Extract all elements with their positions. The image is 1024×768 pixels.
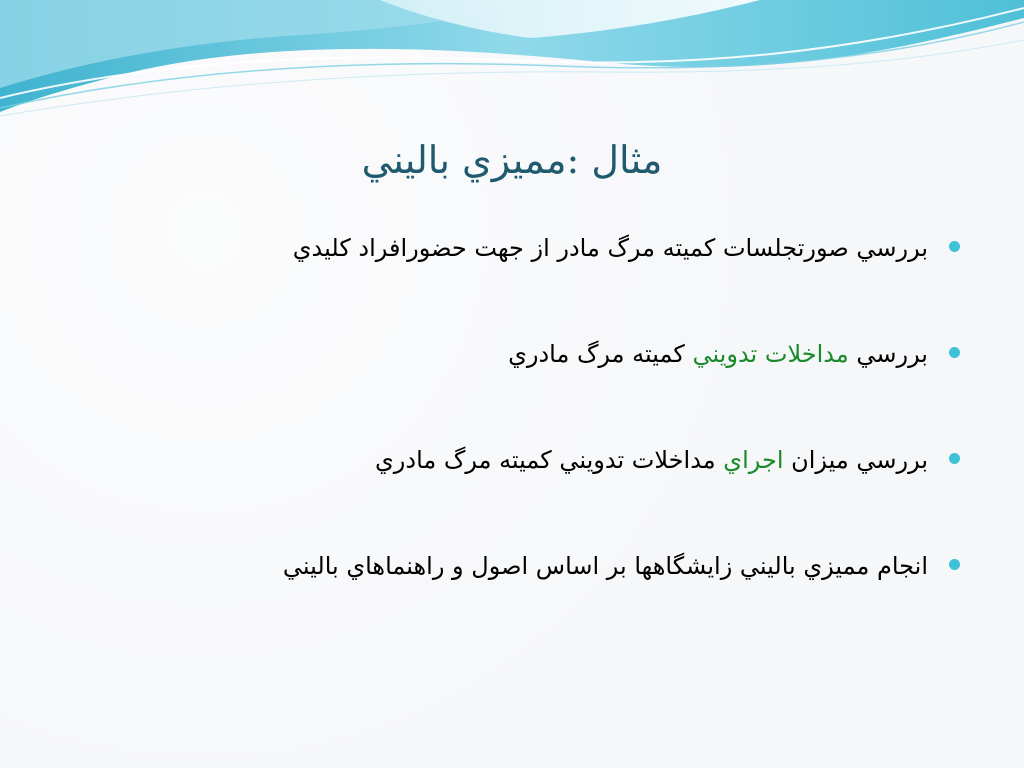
bullet-text-before: بررسي — [848, 340, 928, 368]
bullet-dot-icon — [949, 347, 960, 358]
bullet-dot-icon — [949, 453, 960, 464]
bullet-text-after: كميته مرگ مادري — [508, 340, 693, 368]
bullet-item-4 — [120, 540, 960, 646]
bullet-text-before: بررسي ميزان — [783, 446, 928, 474]
bullet-dot-icon — [949, 241, 960, 252]
bullet-dot-icon — [949, 559, 960, 570]
bullet-text: انجام مميزي باليني زايشگاهها بر اساس اصول و راهنماهاي باليني — [282, 552, 928, 580]
header-wave-decoration — [0, 0, 1024, 130]
bullet-highlight: اجراي — [723, 446, 784, 474]
bullet-item-3 — [120, 434, 960, 540]
bullet-item-2 — [120, 328, 960, 434]
bullet-item-1 — [120, 222, 960, 328]
slide-title: مثال :مميزي باليني — [361, 138, 663, 182]
bullet-text-after: مداخلات تدويني كميته مرگ مادري — [375, 446, 724, 474]
bullet-highlight: مداخلات تدويني — [692, 340, 849, 368]
bullet-text: بررسي صورتجلسات كميته مرگ مادر از جهت حضورافراد كليدي — [292, 234, 928, 262]
bullet-list — [120, 222, 960, 646]
